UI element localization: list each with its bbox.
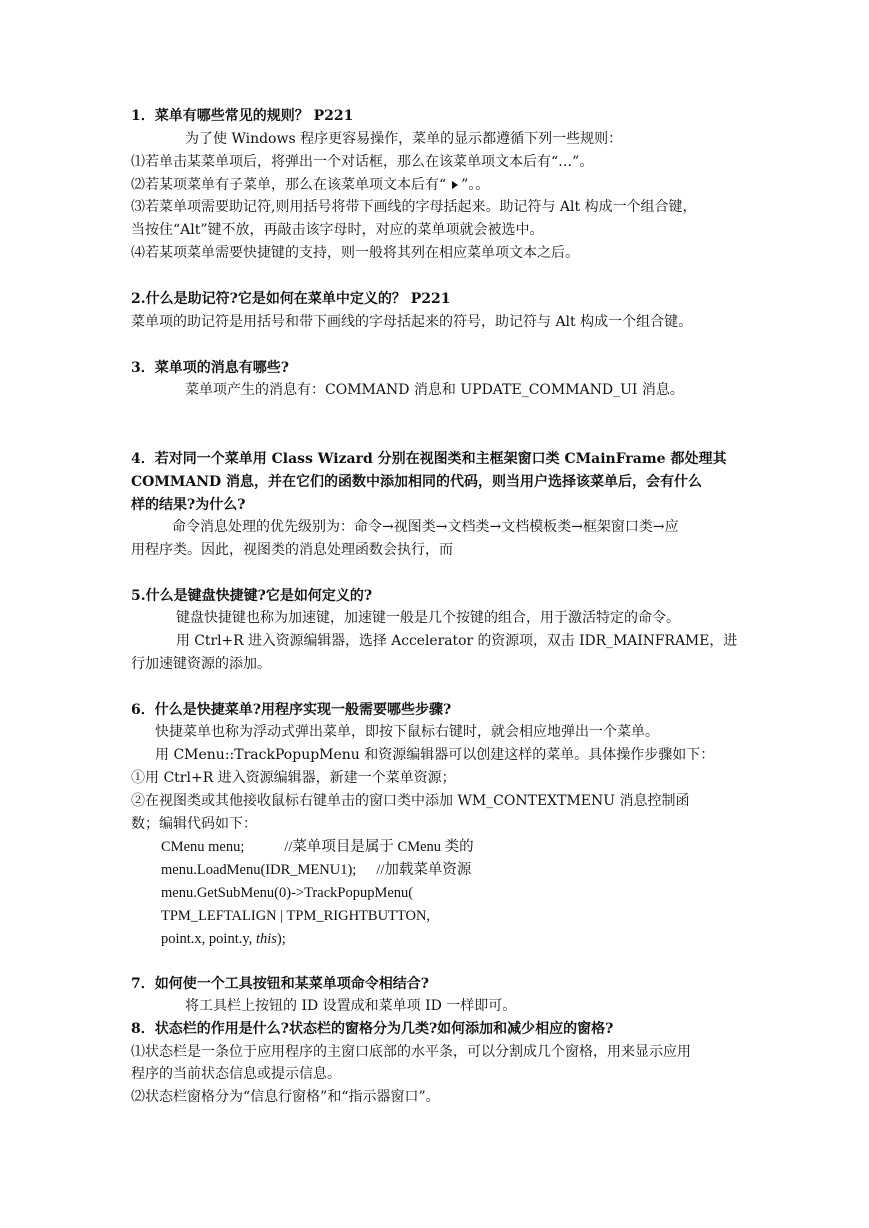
q7-title: 7．如何使一个工具按钮和某菜单项命令相结合? bbox=[131, 976, 429, 992]
q8-answer-1-line-2: 程序的当前状态信息或提示信息。 bbox=[131, 1066, 341, 1082]
q8-title: 8．状态栏的作用是什么?状态栏的窗格分为几类?如何添加和减少相应的窗格? bbox=[131, 1021, 614, 1037]
q2-answer: 菜单项的助记符是用括号和带下画线的字母括起来的符号，助记符与 Alt 构成一个组合键。 bbox=[131, 314, 693, 330]
q8-answer-2: ⑵状态栏窗格分为“信息行窗格”和“指示器窗口”。 bbox=[131, 1089, 440, 1105]
q6-step-2-line-2: 数；编辑代码如下： bbox=[131, 816, 257, 832]
submenu-arrow-icon bbox=[452, 181, 458, 189]
q6-title: 6．什么是快捷菜单?用程序实现一般需要哪些步骤? bbox=[131, 702, 452, 718]
code-line-3: menu.GetSubMenu(0)->TrackPopupMenu( bbox=[161, 885, 414, 901]
q1-rule-2-text-b: ”。。 bbox=[461, 177, 490, 193]
code-line-2-comment: //加载菜单资源 bbox=[376, 862, 472, 878]
code-this-keyword: this bbox=[255, 931, 277, 947]
code-line-5 bbox=[161, 929, 286, 949]
q1-intro: 为了使 Windows 程序更容易操作，菜单的显示都遵循下列一些规则： bbox=[185, 131, 623, 147]
q1-rule-3-line-2: 当按住“Alt”键不放，再敲击该字母时，对应的菜单项就会被选中。 bbox=[131, 222, 544, 238]
q4-answer-line-2: 用程序类。因此，视图类的消息处理函数会执行，而 bbox=[131, 542, 453, 558]
q1-rule-2-text-a: ⑵若某项菜单有子菜单，那么在该菜单项文本后有“ bbox=[131, 177, 447, 193]
code-line-1 bbox=[161, 837, 474, 857]
q6-step-1: ①用 Ctrl+R 进入资源编辑器，新建一个菜单资源； bbox=[131, 770, 456, 786]
q4-title-line-2: COMMAND 消息，并在它们的函数中添加相同的代码，则当用户选择该菜单后，会有什么 bbox=[131, 474, 703, 490]
q1-rule-4: ⑷若某项菜单需要快捷键的支持，则一般将其列在相应菜单项文本之后。 bbox=[131, 245, 579, 261]
q4-title-line-1: 4．若对同一个菜单用 Class Wizard 分别在视图类和主框架窗口类 CMainFrame 都处理其 bbox=[131, 451, 727, 467]
q4-title-line-3: 样的结果?为什么? bbox=[131, 497, 246, 513]
code-line-4: TPM_LEFTALIGN | TPM_RIGHTBUTTON, bbox=[161, 908, 431, 924]
q5-answer-2-line-2: 行加速键资源的添加。 bbox=[131, 656, 271, 672]
code-line-2 bbox=[161, 860, 471, 880]
q8-answer-1-line-1: ⑴状态栏是一条位于应用程序的主窗口底部的水平条，可以分割成几个窗格，用来显示应用 bbox=[131, 1044, 691, 1060]
q5-answer-1: 键盘快捷键也称为加速键，加速键一般是几个按键的组合，用于激活特定的命令。 bbox=[176, 610, 680, 626]
code-line-1-comment: //菜单项目是属于 CMenu 类的 bbox=[284, 839, 474, 855]
q1-title: 1．菜单有哪些常见的规则？ P221 bbox=[131, 108, 354, 124]
q3-answer: 菜单项产生的消息有：COMMAND 消息和 UPDATE_COMMAND_UI 消息。 bbox=[185, 382, 684, 398]
q3-title: 3．菜单项的消息有哪些? bbox=[131, 360, 289, 376]
q1-rule-3-line-1: ⑶若菜单项需要助记符,则用括号将带下画线的字母括起来。助记符与 Alt 构成一个组合键， bbox=[131, 199, 697, 215]
code-line-2-code: menu.LoadMenu(IDR_MENU1); bbox=[161, 862, 357, 878]
q2-title: 2.什么是助记符?它是如何在菜单中定义的？ P221 bbox=[131, 291, 451, 307]
q5-answer-2-line-1: 用 Ctrl+R 进入资源编辑器，选择 Accelerator 的资源项，双击 IDR_MAINFRAME，进 bbox=[176, 633, 738, 649]
q6-answer-1: 快捷菜单也称为浮动式弹出菜单，即按下鼠标右键时，就会相应地弹出一个菜单。 bbox=[155, 724, 659, 740]
q1-rule-1: ⑴若单击某菜单项后，将弹出一个对话框，那么在该菜单项文本后有“…”。 bbox=[131, 154, 594, 170]
q6-answer-2: 用 CMenu::TrackPopupMenu 和资源编辑器可以创建这样的菜单。具体操作步骤如下： bbox=[155, 747, 715, 763]
q4-answer-line-1: 命令消息处理的优先级别为：命令→视图类→文档类→文档模板类→框架窗口类→应 bbox=[172, 519, 679, 535]
q7-answer: 将工具栏上按钮的 ID 设置成和菜单项 ID 一样即可。 bbox=[185, 998, 517, 1014]
code-line-1-code: CMenu menu; bbox=[161, 839, 245, 855]
q5-title: 5.什么是键盘快捷键?它是如何定义的? bbox=[131, 588, 373, 604]
code-line-5-end: ); bbox=[276, 931, 286, 947]
q1-rule-2 bbox=[131, 175, 489, 195]
q6-step-2-line-1: ②在视图类或其他接收鼠标右键单击的窗口类中添加 WM_CONTEXTMENU 消息控制函 bbox=[131, 793, 690, 809]
code-line-5-args: point.x, point.y, bbox=[161, 931, 256, 947]
